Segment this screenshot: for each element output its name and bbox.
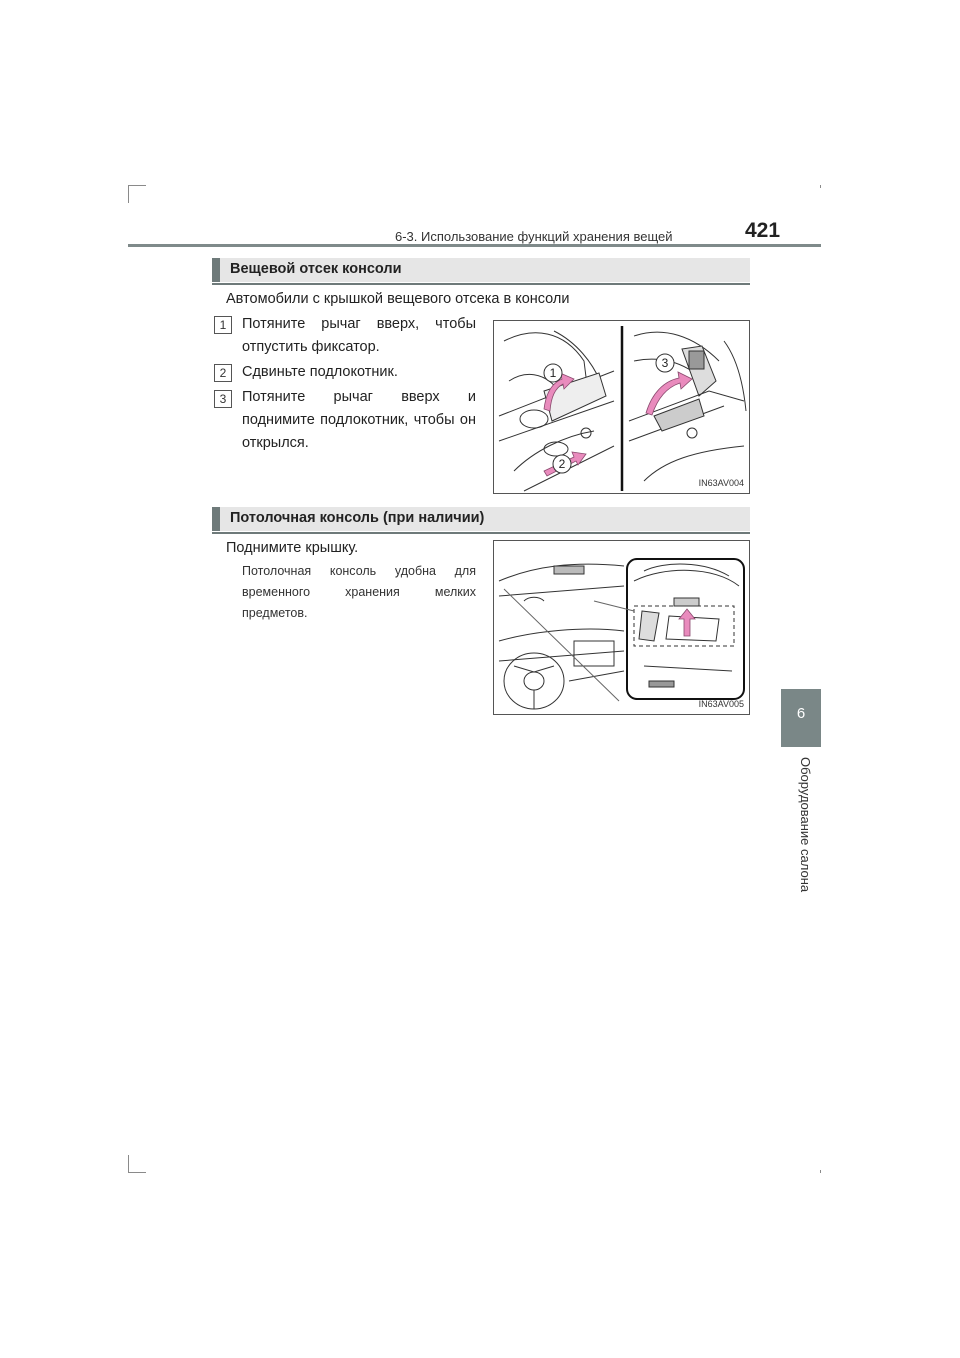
callout-3: 3 xyxy=(661,356,669,370)
crop-mark-bottom-right xyxy=(820,1170,821,1173)
callout-2: 2 xyxy=(558,457,566,471)
section-title: Вещевой отсек консоли xyxy=(230,261,402,277)
section-intro: Автомобили с крышкой вещевого отсека в консоли xyxy=(226,291,570,307)
crop-mark-top-left-h xyxy=(128,185,146,186)
running-header: 6-3. Использование функций хранения вещей xyxy=(395,229,673,244)
step-number-2: 2 xyxy=(214,364,232,382)
instruction-text: Поднимите крышку. xyxy=(226,540,359,556)
step-number-1: 1 xyxy=(214,316,232,334)
step-text-3: Потяните рычаг вверх и поднимите подлокотник, чтобы он открылся. xyxy=(242,389,476,451)
console-box-illustration xyxy=(494,321,749,493)
callout-1: 1 xyxy=(549,366,557,380)
step-number-3: 3 xyxy=(214,390,232,408)
figure-code: IN63AV005 xyxy=(698,699,744,709)
figure-code: IN63AV004 xyxy=(698,478,744,488)
note-text: Потолочная консоль удобна для временного хранения мелких предметов. xyxy=(242,564,476,620)
crop-mark-bottom-left-v xyxy=(128,1155,129,1173)
crop-mark-bottom-left-h xyxy=(128,1172,146,1173)
section-heading-overhead-console xyxy=(212,507,750,531)
crop-mark-top-left-v xyxy=(128,185,129,203)
step-text-1: Потяните рычаг вверх, чтобы отпустить фиксатор. xyxy=(242,316,476,355)
figure-overhead-console xyxy=(493,540,750,715)
header-rule xyxy=(128,244,821,247)
overhead-console-illustration xyxy=(494,541,749,714)
crop-mark-top-right xyxy=(820,185,821,188)
section-heading-console-box xyxy=(212,258,750,282)
figure-console-box xyxy=(493,320,750,494)
chapter-label: Оборудование салона xyxy=(798,757,813,893)
page-number: 421 xyxy=(745,219,781,242)
step-text-2: Сдвиньте подлокотник. xyxy=(242,364,398,380)
section-title: Потолочная консоль (при наличии) xyxy=(230,510,485,526)
chapter-tab[interactable]: 6 xyxy=(781,689,821,747)
